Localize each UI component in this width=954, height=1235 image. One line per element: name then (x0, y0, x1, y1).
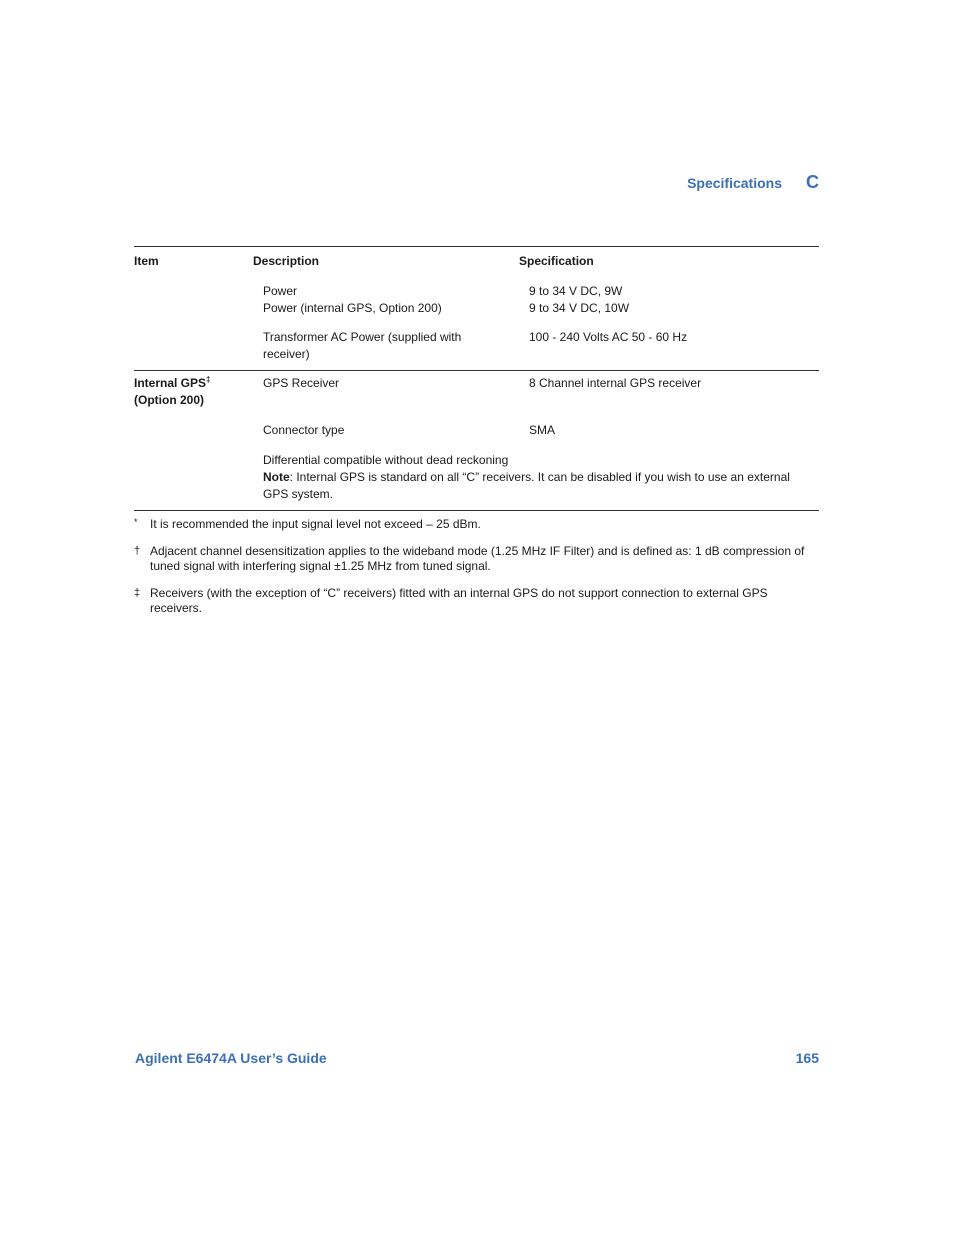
footnote-mark: † (134, 545, 141, 557)
differential-description: Differential compatible without dead reckoning (263, 453, 509, 467)
footnote-text: Receivers (with the exception of “C” receivers) fitted with an internal GPS do not support connection to external GPS (150, 586, 768, 600)
gps-note-block (263, 452, 819, 503)
appendix-letter: C (806, 172, 819, 192)
connector-specification: SMA (529, 423, 556, 437)
col-header-item: Item (134, 254, 159, 268)
note-text-continued: GPS system. (263, 487, 334, 501)
transformer-desc-line: Transformer AC Power (supplied with (263, 330, 462, 344)
power-spec-line: 9 to 34 V DC, 9W (529, 284, 623, 298)
footnote-mark: ‡ (134, 587, 141, 599)
footnote-double-dagger (134, 586, 819, 616)
gps-receiver-description: GPS Receiver (263, 376, 340, 390)
footnote-dagger (134, 544, 819, 574)
transformer-description (263, 329, 461, 363)
footnote-text-continued: receivers. (150, 601, 203, 615)
note-text: : Internal GPS is standard on all “C” receivers. It can be disabled if you wish to use an external (289, 470, 790, 484)
transformer-specification: 100 - 240 Volts AC 50 - 60 Hz (529, 330, 688, 344)
power-gps-spec-line: 9 to 34 V DC, 10W (529, 301, 630, 315)
footnote-text-continued: tuned signal with interfering signal ±1.25 MHz from tuned signal. (150, 559, 491, 573)
page-footer (135, 1050, 819, 1066)
guide-title: Agilent E6474A User’s Guide (135, 1050, 327, 1066)
footnote-star (134, 517, 819, 532)
gps-option-line: (Option 200) (134, 393, 205, 407)
footnotes (134, 517, 819, 628)
footnote-text: It is recommended the input signal level not exceed – 25 dBm. (150, 517, 481, 531)
transformer-desc-line: receiver) (263, 347, 310, 361)
page-number: 165 (795, 1050, 819, 1066)
footnote-mark: * (134, 517, 138, 527)
power-gps-desc-line: Power (internal GPS, Option 200) (263, 301, 442, 315)
section-title: Specifications (687, 175, 782, 191)
col-header-specification: Specification (519, 254, 594, 268)
table-bottom-rule (134, 510, 819, 511)
gps-row (134, 371, 819, 510)
power-description (263, 283, 442, 317)
gps-item-line: Internal GPS (134, 376, 207, 390)
footnote-text: Adjacent channel desensitization applies to the wideband mode (1.25 MHz IF Filter) and is defined as: 1 dB compression of (150, 544, 805, 558)
gps-item-label (134, 375, 210, 409)
connector-description: Connector type (263, 423, 345, 437)
table-header-row (134, 247, 819, 370)
gps-receiver-specification: 8 Channel internal GPS receiver (529, 376, 702, 390)
running-header (687, 172, 819, 193)
power-desc-line: Power (263, 284, 298, 298)
power-specification (529, 283, 629, 317)
col-header-description: Description (253, 254, 320, 268)
note-label: Note (263, 470, 290, 484)
footnote-ref-mark: ‡ (206, 375, 211, 384)
spec-table (134, 246, 819, 511)
